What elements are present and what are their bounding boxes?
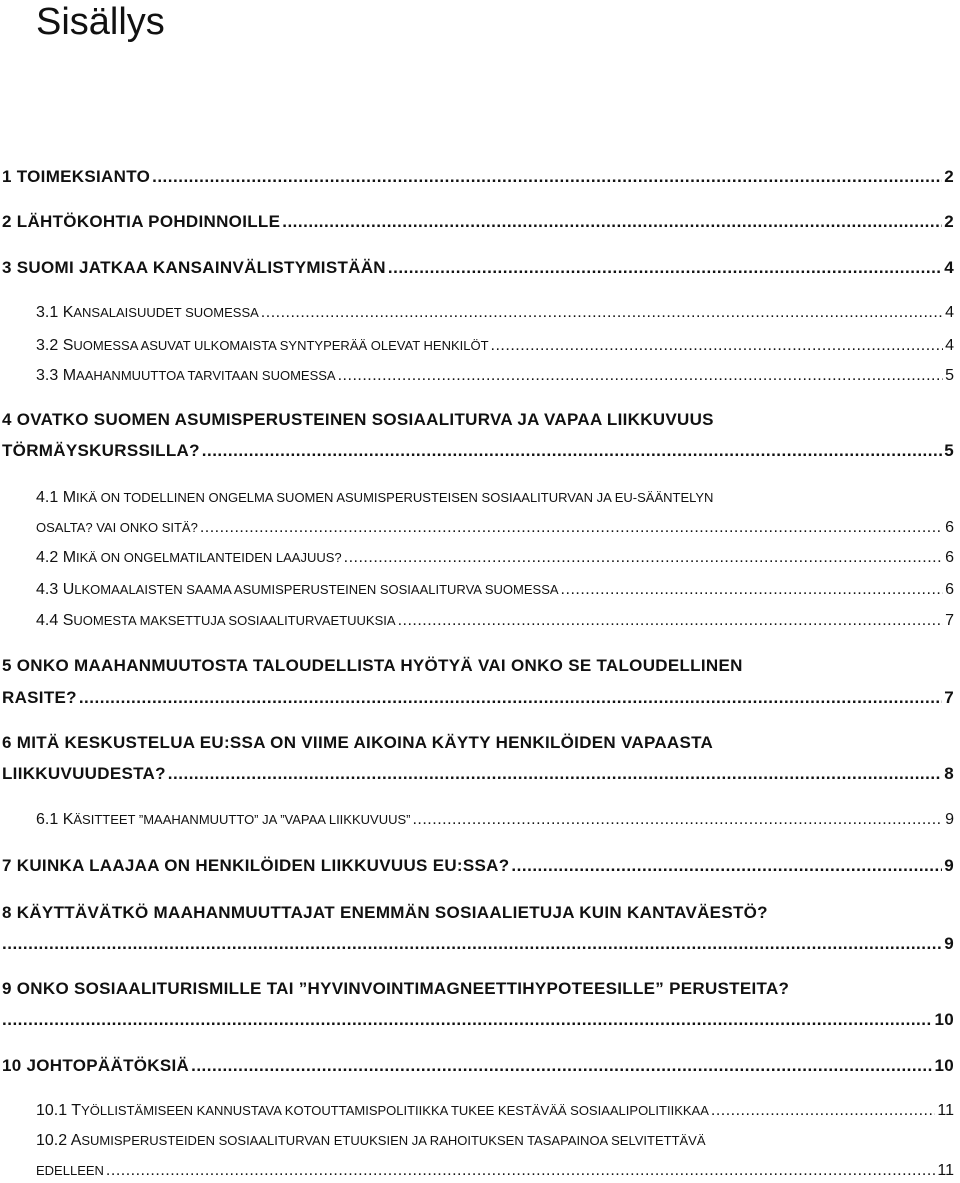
- toc-entry-10-2[interactable]: [36, 1162, 954, 1180]
- toc-entry-9-line1[interactable]: 9 ONKO SOSIAALITURISMILLE TAI ”HYVINVOINTIMAGNEETTIHYPOTEESILLE” PERUSTEITA?: [2, 979, 790, 998]
- toc-page-number: 4: [944, 258, 954, 277]
- toc-entry-text: RASITE?: [2, 688, 77, 707]
- toc-entry-text: TÖRMÄYSKURSSILLA?: [2, 441, 200, 460]
- toc-entry-text: EDELLEEN: [36, 1163, 104, 1178]
- toc-page-number: 4: [945, 337, 954, 354]
- toc-entry-text: 3.2 SUOMESSA ASUVAT ULKOMAISTA SYNTYPERÄÄ OLEVAT HENKILÖT: [36, 337, 489, 354]
- toc-leader-dots: [388, 258, 942, 278]
- toc-page-number: 7: [945, 612, 954, 629]
- toc-entry-text: 2 LÄHTÖKOHTIA POHDINNOILLE: [2, 212, 281, 231]
- toc-entry-text: 7 KUINKA LAAJAA ON HENKILÖIDEN LIIKKUVUUS EU:SSA?: [2, 856, 510, 875]
- toc-leader-dots: [79, 688, 942, 708]
- toc-entry-10-1[interactable]: [36, 1102, 954, 1120]
- toc-leader-dots: [561, 581, 944, 599]
- toc-page-number: 2: [944, 212, 954, 231]
- toc-leader-dots: [2, 1010, 932, 1030]
- toc-entry-10[interactable]: [2, 1056, 954, 1076]
- toc-entry-4-3[interactable]: [36, 581, 954, 599]
- toc-page-number: 10: [934, 1056, 954, 1075]
- toc-leader-dots: [2, 934, 942, 954]
- toc-leader-dots: [491, 337, 944, 355]
- toc-entry-4[interactable]: [2, 441, 954, 461]
- toc-entry-4-2[interactable]: [36, 549, 954, 567]
- toc-entry-6-line1[interactable]: 6 MITÄ KESKUSTELUA EU:SSA ON VIIME AIKOINA KÄYTY HENKILÖIDEN VAPAASTA: [2, 733, 714, 752]
- toc-entry-text: 4.3 ULKOMAALAISTEN SAAMA ASUMISPERUSTEINEN SOSIAALITURVA SUOMESSA: [36, 581, 559, 598]
- toc-leader-dots: [106, 1162, 935, 1180]
- toc-entry-4-1[interactable]: [36, 519, 954, 537]
- toc-page-number: 11: [937, 1162, 954, 1179]
- toc-entry-3[interactable]: [2, 258, 954, 278]
- toc-entry-5-line1[interactable]: 5 ONKO MAAHANMUUTOSTA TALOUDELLISTA HYÖTYÄ VAI ONKO SE TALOUDELLINEN: [2, 656, 743, 675]
- toc-entry-text: 3.3 MAAHANMUUTTOA TARVITAAN SUOMESSA: [36, 367, 336, 384]
- toc-entry-1[interactable]: [2, 167, 954, 187]
- toc-entry-text: 4.4 SUOMESTA MAKSETTUJA SOSIAALITURVAETUUKSIA: [36, 612, 396, 629]
- toc-entry-text: 10.1 TYÖLLISTÄMISEEN KANNUSTAVA KOTOUTTAMISPOLITIIKKA TUKEE KESTÄVÄÄ SOSIAALIPOLITIIKKAA: [36, 1102, 709, 1119]
- toc-page-number: 6: [945, 581, 954, 598]
- toc-page-number: 2: [944, 167, 954, 186]
- toc-entry-3-3[interactable]: [36, 367, 954, 385]
- toc-page-number: 7: [944, 688, 954, 707]
- toc-entry-text: LIIKKUVUUDESTA?: [2, 764, 166, 783]
- toc-entry-10-2-line1[interactable]: 10.2 ASUMISPERUSTEIDEN SOSIAALITURVAN ETUUKSIEN JA RAHOITUKSEN TASAPAINOA SELVITETTÄVÄ: [36, 1132, 706, 1149]
- toc-entry-text: OSALTA? VAI ONKO SITÄ?: [36, 520, 198, 535]
- toc-leader-dots: [191, 1056, 932, 1076]
- toc-entry-3-1[interactable]: [36, 304, 954, 322]
- toc-entry-text: 10 JOHTOPÄÄTÖKSIÄ: [2, 1056, 190, 1075]
- toc-page-number: 9: [945, 811, 954, 828]
- toc-entry-text: 6.1 KÄSITTEET ”MAAHANMUUTTO” JA ”VAPAA LIIKKUVUUS”: [36, 811, 411, 828]
- toc-leader-dots: [398, 612, 944, 630]
- toc-page-number: 5: [945, 367, 954, 384]
- toc-entry-6[interactable]: [2, 764, 954, 784]
- toc-leader-dots: [344, 549, 943, 567]
- toc-entry-4-line1[interactable]: 4 OVATKO SUOMEN ASUMISPERUSTEINEN SOSIAALITURVA JA VAPAA LIIKKUVUUS: [2, 410, 714, 429]
- toc-entry-text: 4.2 MIKÄ ON ONGELMATILANTEIDEN LAAJUUS?: [36, 549, 342, 566]
- toc-page-number: 6: [945, 549, 954, 566]
- toc-leader-dots: [511, 856, 942, 876]
- toc-entry-8[interactable]: [2, 934, 954, 954]
- toc-leader-dots: [168, 764, 942, 784]
- toc-page-number: 11: [937, 1102, 954, 1119]
- toc-page-number: 6: [945, 519, 954, 536]
- toc-entry-4-1-line1[interactable]: 4.1 MIKÄ ON TODELLINEN ONGELMA SUOMEN ASUMISPERUSTEISEN SOSIAALITURVAN JA EU-SÄÄNTELYN: [36, 489, 714, 506]
- toc-leader-dots: [261, 304, 943, 322]
- toc-leader-dots: [152, 167, 942, 187]
- toc-entry-4-4[interactable]: [36, 612, 954, 630]
- toc-leader-dots: [338, 367, 943, 385]
- toc-entry-3-2[interactable]: [36, 337, 954, 355]
- toc-entry-text: 3 SUOMI JATKAA KANSAINVÄLISTYMISTÄÄN: [2, 258, 386, 277]
- toc-page-number: 10: [934, 1010, 954, 1029]
- toc-leader-dots: [412, 811, 943, 829]
- toc-entry-2[interactable]: [2, 212, 954, 232]
- toc-page-number: 8: [944, 764, 954, 783]
- page-title: Sisällys: [36, 1, 165, 43]
- toc-page-number: 9: [944, 856, 954, 875]
- toc-leader-dots: [200, 519, 943, 537]
- toc-entry-8-line1[interactable]: 8 KÄYTTÄVÄTKÖ MAAHANMUUTTAJAT ENEMMÄN SOSIAALIETUJA KUIN KANTAVÄESTÖ?: [2, 903, 768, 922]
- toc-leader-dots: [282, 212, 942, 232]
- toc-entry-9[interactable]: [2, 1010, 954, 1030]
- toc-entry-5[interactable]: [2, 688, 954, 708]
- toc-entry-text: 1 TOIMEKSIANTO: [2, 167, 151, 186]
- toc-page-number: 4: [945, 304, 954, 321]
- toc-leader-dots: [711, 1102, 936, 1120]
- toc-entry-7[interactable]: [2, 856, 954, 876]
- toc-leader-dots: [202, 441, 942, 461]
- toc-entry-6-1[interactable]: [36, 811, 954, 829]
- toc-page-number: 5: [944, 441, 954, 460]
- toc-entry-text: 3.1 KANSALAISUUDET SUOMESSA: [36, 304, 259, 321]
- toc-page-number: 9: [944, 934, 954, 953]
